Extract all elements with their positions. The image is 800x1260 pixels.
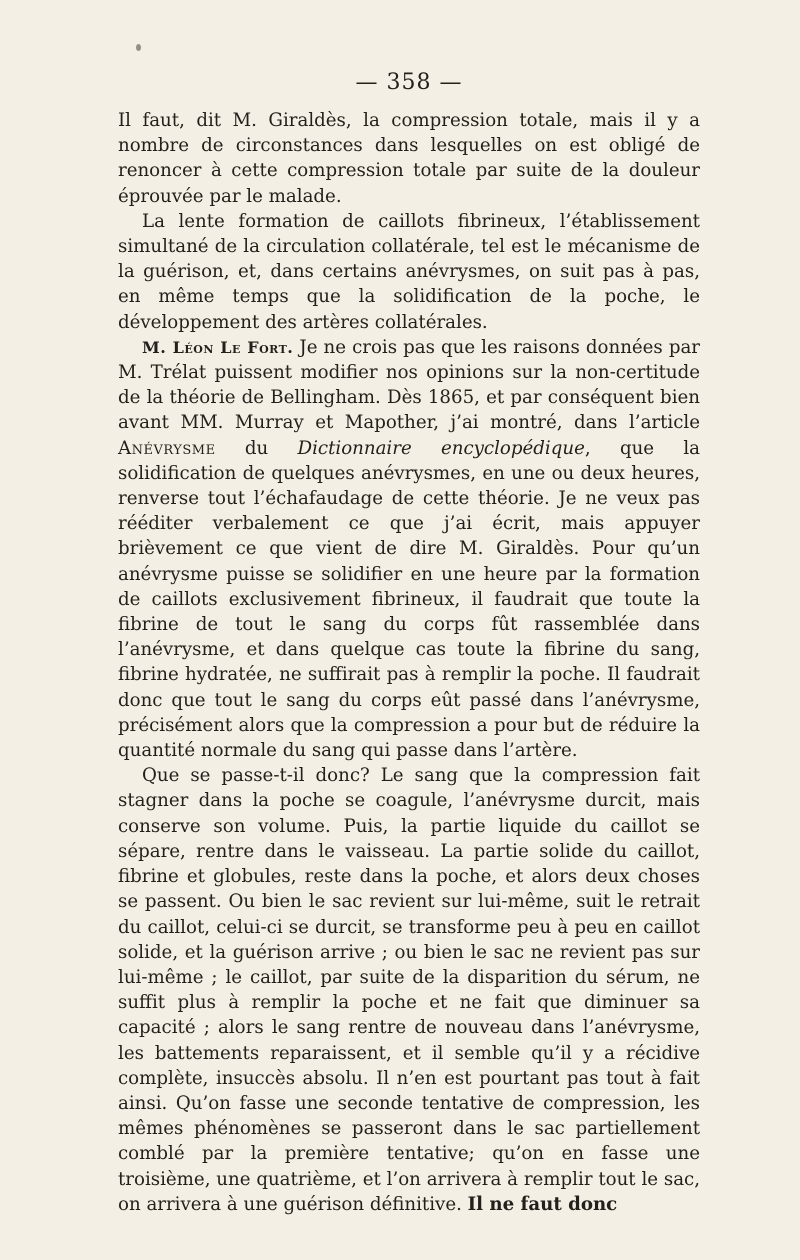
paragraph-3 <box>118 335 700 763</box>
paragraph-4-text-a: Que se passe-t-il donc? Le sang que la compression fait stagner dans la poche se coagule, l’anévrysme durcit, mais conserve son volume. Puis, la partie liquide du caillot se sépare, rentre dans le vaisseau. La partie solide du caillot, fibrine et globules, reste dans la poche, et alors deux choses se passent. Ou bien le sac revient sur lui-même, suit le retrait du caillot, celui-ci se durcit, se transforme peu à peu en caillot solide, et la guérison arrive ; ou bien le sac ne revient pas sur lui-même ; le caillot, par suite de la disparition du sérum, ne suffit plus à remplir la poche et ne fait que diminuer sa capacité ; alors le sang rentre de nouveau dans l’anévrysme, les battements reparaissent, et il semble qu’il y a récidive complète, insuccès absolu. Il n’en est pourtant pas tout à fait ainsi. Qu’on fasse une seconde tentative de compression, les mêmes phénomènes se passeront dans le sac partiellement comblé par la première tentative; qu’on en fasse une troisième, une quatrième, et l’on arrivera à remplir tout le sac, on arrivera à une guérison définitive. <box>118 765 700 1215</box>
paragraph-3-text-c: , que la solidification de quelques anévrysmes, en une ou deux heures, renverse tout l’échafaudage de cette théorie. Je ne veux pas rééditer verbalement ce que j’ai écrit, mais appuyer brièvement ce que vient de dire M. Giraldès. Pour qu’un anévrysme puisse se solidifier en une heure par la formation de caillots exclusivement fibrineux, il faudrait que toute la fibrine de tout le sang du corps fût rassemblée dans l’anévrysme, et dans quelque cas toute la fibrine du sang, fibrine hydratée, ne suffirait pas à remplir la poche. Il faudrait donc que tout le sang du corps eût passé dans l’anévrysme, précisément alors que la compression a pour but de réduire la quantité normale du sang qui passe dans l’artère. <box>118 437 700 762</box>
paragraph-1: Il faut, dit M. Giraldès, la compression totale, mais il y a nombre de circonstances dans lesquelles on est obligé de renoncer à cette compression totale par suite de la douleur éprouvée par le malade. <box>118 110 700 207</box>
document-page <box>118 68 700 1217</box>
paragraph-4 <box>118 763 700 1217</box>
work-title: Dictionnaire encyclopédique <box>297 437 585 459</box>
paragraph-3-text-b: du <box>215 437 298 459</box>
ink-speck <box>136 44 141 51</box>
page-number: — 358 — <box>355 70 463 95</box>
speaker-name: M. Léon Le Fort. <box>142 337 294 357</box>
paragraph-3-text-a: Je ne crois pas que les raisons données par M. Trélat puissent modifier nos opinions sur la non-certitude de la théorie de Bellingham. Dès 1865, et par conséquent bien avant MM. Murray et Mapother, j’ai montré, dans l’article <box>118 336 700 434</box>
paragraph-4-text-b: Il ne faut donc <box>467 1193 618 1215</box>
article-term: Anévrysme <box>118 437 216 459</box>
paragraph-2: La lente formation de caillots fibrineux, l’établissement simultané de la circulation collatérale, tel est le mécanisme de la guérison, et, dans certains anévrysmes, on suit pas à pas, en même temps que la solidification de la poche, le développement des artères collatérales. <box>118 210 700 333</box>
